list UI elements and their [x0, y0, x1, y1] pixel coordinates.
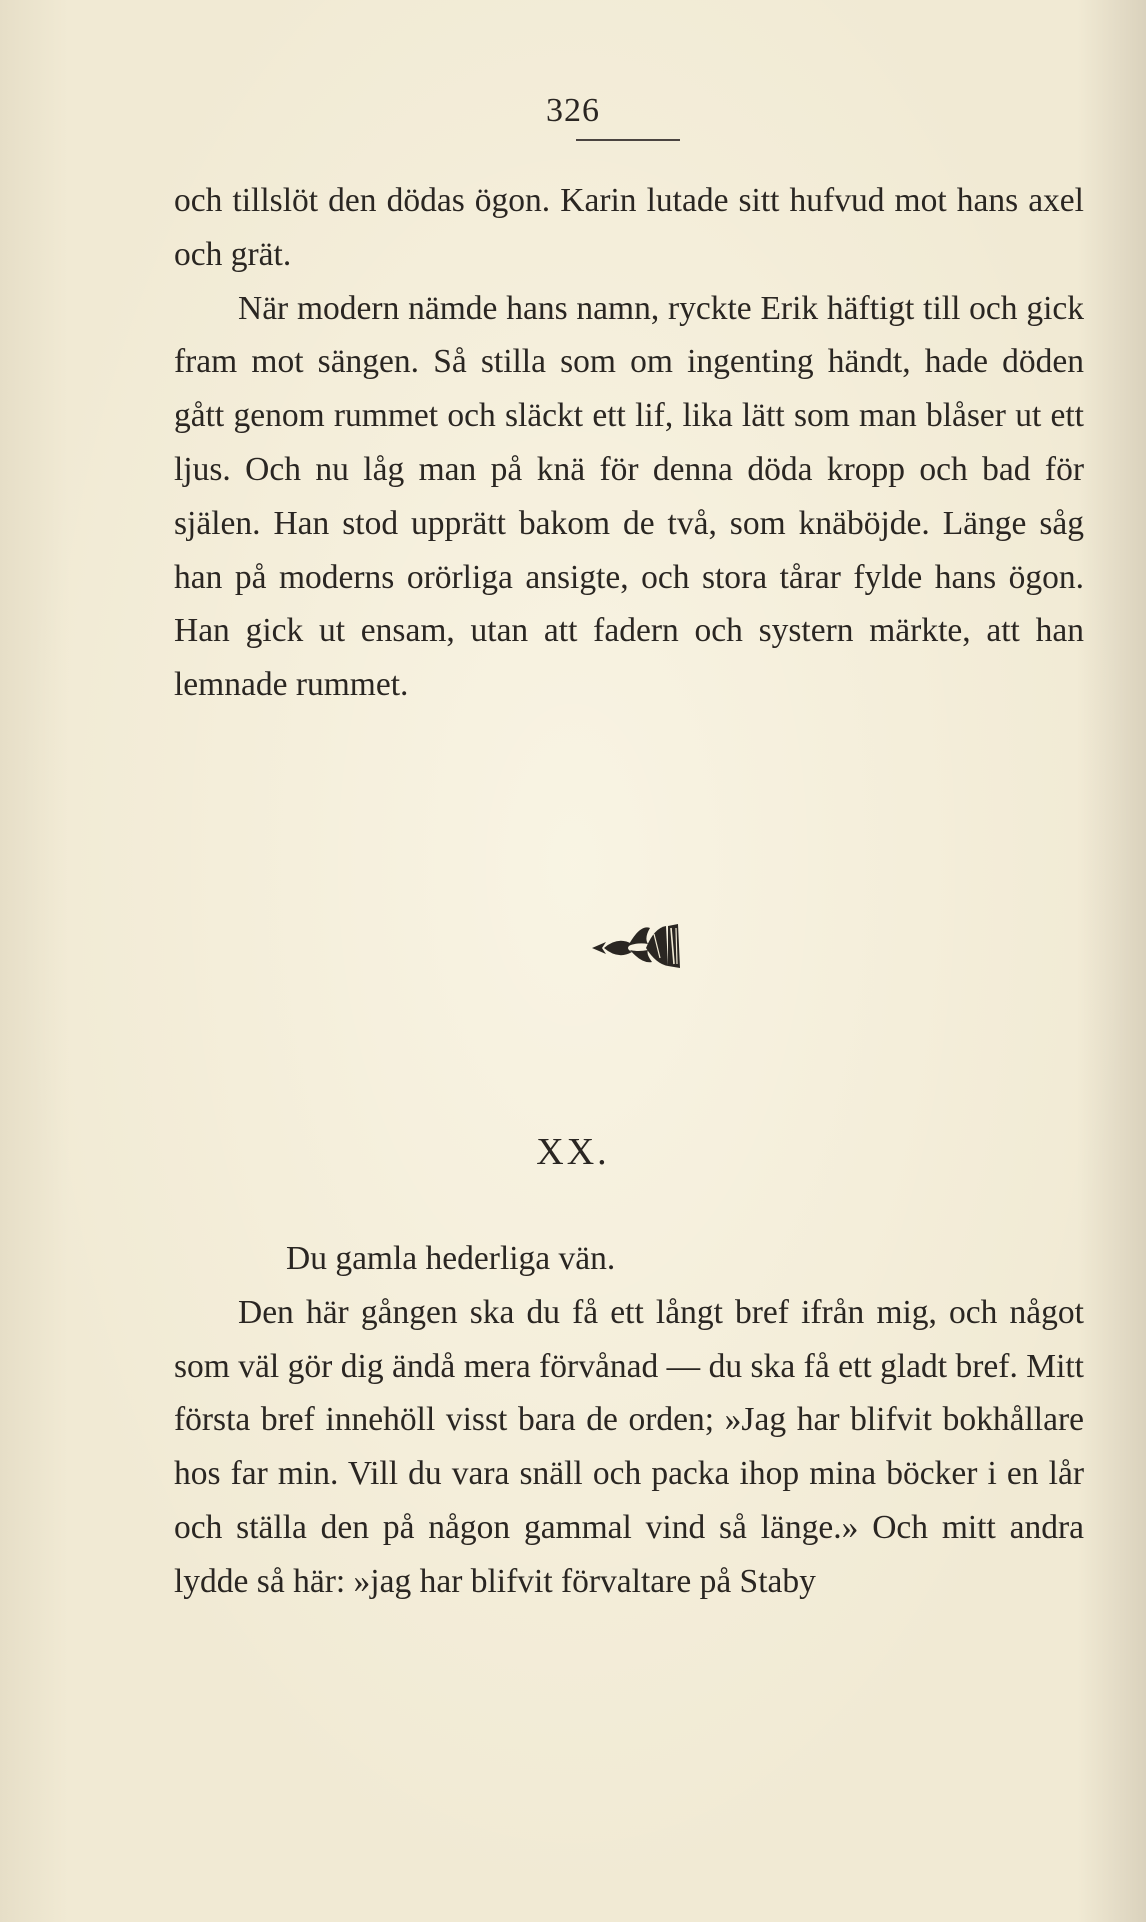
- chapter-heading: XX.: [536, 1131, 610, 1173]
- paragraph-continuation: och tillslöt den dödas ögon. Karin lutade sitt hufvud mot hans axel och grät.: [174, 182, 1084, 273]
- text-block-before-chapter: [174, 174, 1084, 712]
- letter-salutation: Du gamla hederliga vän.: [286, 1240, 616, 1277]
- floral-ornament-icon: [588, 918, 684, 972]
- text-block-chapter: [174, 1232, 1084, 1609]
- header-rule: [576, 139, 680, 141]
- paragraph: Den här gången ska du få ett långt bref ifrån mig, och något som väl gör dig ändå mera förvånad — du ska få ett gladt bref. Mitt första bref innehöll visst bara de orden; »Jag har blifvit bokhållare hos far min. Vill du vara snäll och packa ihop mina böcker i en lår och ställa den på någon gammal vind så länge.» Och mitt andra lydde så här: »jag har blifvit förvaltare på Staby: [174, 1293, 1084, 1600]
- paragraph: När modern nämde hans namn, ryckte Erik häftigt till och gick fram mot sängen. Så stilla som om ingenting händt, hade döden gått genom rummet och släckt ett lif, lika lätt som man blåser ut ett ljus. Och nu låg man på knä för denna döda kropp och bad för själen. Han stod upprätt bakom de två, som knäböjde. Länge såg han på moderns orörliga ansigte, och stora tårar fylde hans ögon. Han gick ut ensam, utan att fadern och systern märkte, att han lemnade rummet.: [174, 289, 1084, 704]
- page-number: 326: [546, 92, 600, 129]
